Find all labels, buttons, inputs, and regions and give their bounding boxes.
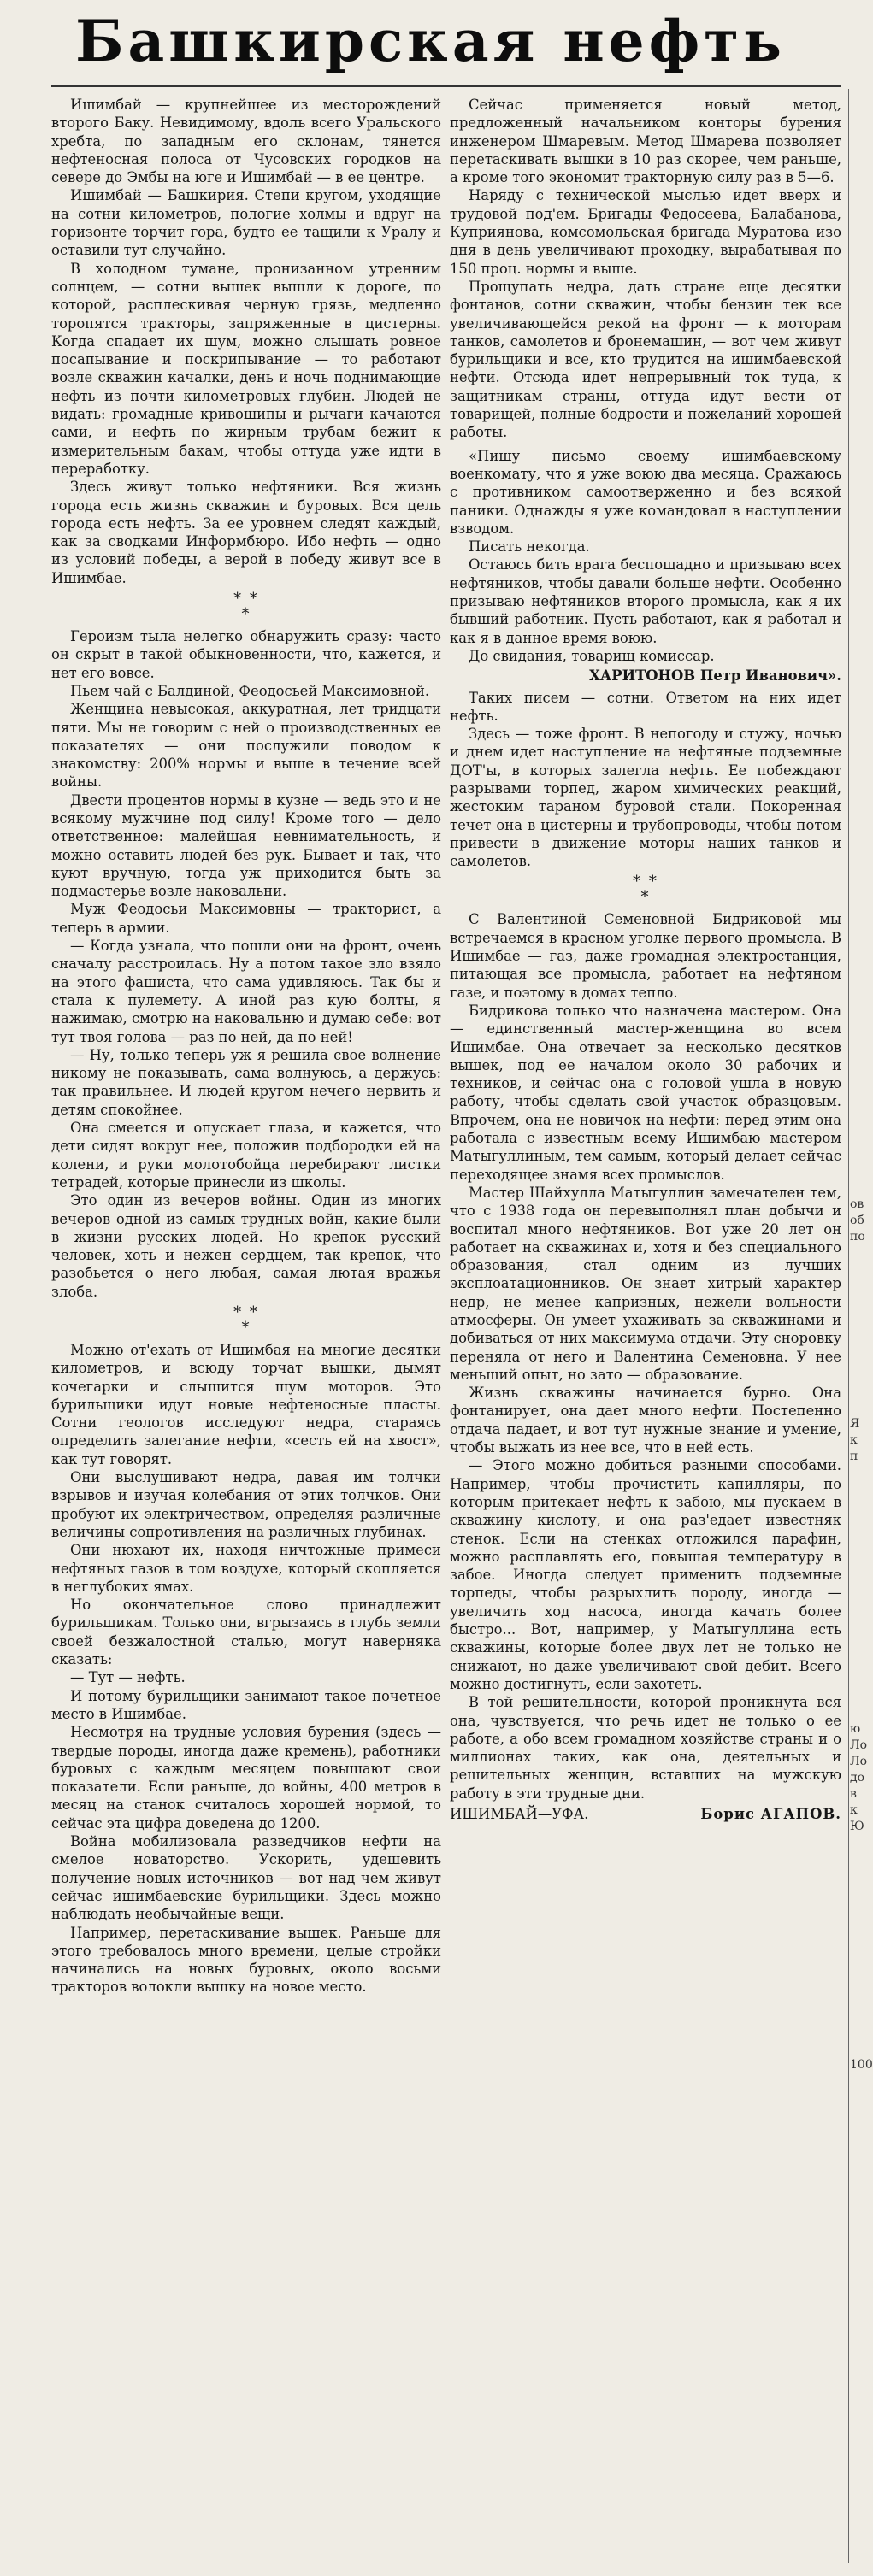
paragraph: Муж Феодосьи Максимовны — тракторист, а теперь в армии. bbox=[51, 901, 441, 936]
paragraph: Ишимбай — крупнейшее из месторождений второго Баку. Невидимому, вдоль всего Уральского хребта, по западным его склонам, тянется нефтеносная полоса от Чусовских городков на севере до Эмбы на юге и Ишимбай — в ее центре. bbox=[51, 97, 441, 186]
paragraph: Женщина невысокая, аккуратная, лет тридцати пяти. Мы не говорим с ней о производственных ее показателях — они послужили поводом к знакомству: 200% нормы и выше в течение всей войны. bbox=[51, 701, 441, 791]
paragraph: Она смеется и опускает глаза, и кажется, что дети сидят вокруг нее, положив подбородки ей на колени, и руки молотобойца перебирают листки тетрадей, которые принесли из школы. bbox=[51, 1120, 441, 1191]
paragraph: Таких писем — сотни. Ответом на них идет нефть. bbox=[450, 689, 841, 724]
section-separator: * * * bbox=[233, 1303, 259, 1337]
paragraph: Прощупать недра, дать стране еще десятки фонтанов, сотни скважин, чтобы бензин тек все увеличивающейся рекой на фронт — к моторам танков, самолетов и бронемашин, — вот чем живут бурильщики и все, кто трудится на ишимбаевской нефти. Отсюда идет непрерывный ток туда, к защитникам страны, оттуда идут вести от товарищей, полные бодрости и пожеланий хорошей работы. bbox=[450, 278, 841, 441]
paragraph: — Этого можно добиться разными способами. Например, чтобы прочистить капилляры, по которым притекает нефть к забою, мы пускаем в скважину кислоту, и она раз'едает известняк стенок. Если на стенках отложился парафин, можно расплавлять его, повышая температуру в забое. Иногда следует применить подземные торпеды, чтобы разрыхлить породу, иногда — увеличить ход насоса, иногда качать более быстро... Вот, например, у Матыгуллина есть скважины, которые более двух лет не только не снижают, но даже увеличивают свой дебит. Всего можно достигнуть, если захотеть. bbox=[450, 1457, 841, 1692]
adjacent-column-fragment bbox=[850, 1197, 873, 2564]
paragraph: Наряду с технической мыслью идет вверх и трудовой под'ем. Бригады Федосеева, Балабанова, Куприянова, комсомольская бригада Муратова изо дня в день увеличивают проходку, вырабатывая по 150 проц. нормы и выше. bbox=[450, 187, 841, 277]
byline bbox=[450, 1805, 841, 1823]
title-rule bbox=[51, 85, 841, 87]
paragraph: В той решительности, которой проникнута вся она, чувствуется, что речь идет не только о ее работе, а обо всем громадном хозяйстве страны и о миллионах таких, как она, деятельных и решительных женщин, вставших на мужскую работу в эти трудные дни. bbox=[450, 1694, 841, 1802]
paragraph: Здесь живут только нефтяники. Вся жизнь города есть жизнь скважин и буровых. Вся цель города есть нефть. За ее уровнем следят каждый, как за сводками Информбюро. Ибо нефть — одно из условий победы, а верой в победу живут все в Ишимбае. bbox=[51, 479, 441, 586]
dateline: ИШИМБАЙ—УФА. bbox=[450, 1806, 589, 1823]
fragment-text: ю bbox=[850, 1722, 861, 1736]
paragraph: Героизм тыла нелегко обнаружить сразу: часто он скрыт в такой обыкновенности, что, кажется, и нет его вовсе. bbox=[51, 628, 441, 681]
paragraph: Сейчас применяется новый метод, предложенный начальником конторы бурения инженером Шмаревым. Метод Шмарева позволяет перетаскивать вышки в 10 раз скорее, чем раньше, а кроме того экономит тракторную силу раз в 5—6. bbox=[450, 97, 841, 186]
fragment-text: Я bbox=[850, 1417, 860, 1431]
paragraph: Здесь — тоже фронт. В непогоду и стужу, ночью и днем идет наступление на нефтяные подземные ДОТ'ы, в которых залегла нефть. Ее побеждают разрывами торпед, жаром химических реакций, жестоким тараном буровой стали. Покоренная течет она в цистерны и трубопроводы, чтобы потом привести в движение моторы наших танков и самолетов. bbox=[450, 726, 841, 870]
fragment-text: об bbox=[850, 1214, 864, 1227]
fragment-text: 100 bbox=[850, 2058, 873, 2072]
fragment-text: в bbox=[850, 1787, 857, 1801]
paragraph: — Тут — нефть. bbox=[70, 1669, 186, 1686]
paragraph: Это один из вечеров войны. Один из многих вечеров одной из самых трудных войн, какие были в жизни русских людей. Но крепок русский человек, хоть и нежен сердцем, так крепок, что разобьется о него любая, самая лютая вражья злоба. bbox=[51, 1192, 441, 1300]
letter-paragraph: «Пишу письмо своему ишимбаевскому военкомату, что я уже воюю два месяца. Сражаюсь с противником самоотверженно и без всякой паники. Однажды я уже командовал в наступлении взводом. bbox=[450, 447, 841, 537]
paragraph: Бидрикова только что назначена мастером. Она — единственный мастер-женщина во всем Ишимбае. Она отвечает за несколько десятков вышек, под ее началом около 30 рабочих и техников, и сейчас она с головой ушла в новую работу, чтобы сделать свой участок образцовым. Впрочем, она не новичок на нефти: перед этим она работала с известным всему Ишимбаю мастером Матыгуллиным, тем самым, который делает сейчас переходящее знамя всех промыслов. bbox=[450, 1002, 841, 1183]
fragment-text: к bbox=[850, 1803, 858, 1817]
right-column-edge bbox=[848, 89, 849, 2563]
paragraph: — Ну, только теперь уж я решила свое волнение никому не показывать, сама волнуюсь, а держусь: так правильнее. И людей кругом нечего нервить и детям спокойнее. bbox=[51, 1046, 441, 1118]
letter-signature-name: ХАРИТОНОВ Петр Иванович». bbox=[589, 668, 841, 685]
letter-paragraph: До свидания, товарищ комиссар. bbox=[469, 647, 715, 664]
section-separator: * * * bbox=[633, 873, 658, 907]
letter-signature bbox=[450, 667, 841, 685]
paragraph: Например, перетаскивание вышек. Раньше для этого требовалось много времени, целые стройки начинались на новых буровых, около восьми тракторов волокли вышку на новое место. bbox=[51, 1924, 441, 1996]
section-separator: * * * bbox=[233, 590, 259, 624]
fragment-text: Ю bbox=[850, 1820, 864, 1833]
fragment-text: к bbox=[850, 1433, 858, 1447]
paragraph: Можно от'ехать от Ишимбая на многие десятки километров, и всюду торчат вышки, дымят кочегарки и слышится шум моторов. Это бурильщики идут новые нефтеносные пласты. Сотни геологов исследуют недра, стараясь определить залегание нефти, «сесть ей на хвост», как тут говорят. bbox=[51, 1342, 441, 1467]
paragraph: С Валентиной Семеновной Бидриковой мы встречаемся в красном уголке первого промысла. В Ишимбае — газ, даже громадная электростанция, питающая все промысла, работает на нефтяном газе, и поэтому в домах тепло. bbox=[450, 911, 841, 1001]
paragraph: Война мобилизовала разведчиков нефти на смелое новаторство. Ускорить, удешевить получение новых источников — вот над чем живут сейчас ишимбаевские бурильщики. Здесь можно наблюдать необычайные вещи. bbox=[51, 1833, 441, 1923]
fragment-text: Ло bbox=[850, 1738, 868, 1752]
fragment-text: до bbox=[850, 1771, 865, 1785]
paragraph: Пьем чай с Балдиной, Феодосьей Максимовной. bbox=[70, 682, 430, 699]
fragment-text: Ло bbox=[850, 1755, 868, 1768]
paragraph: Мастер Шайхулла Матыгуллин замечателен тем, что с 1938 года он перевыполнял план добычи и воспитал много нефтяников. Вот уже 20 лет он работает на скважинах и, хотя и без специального образования, стал одним из лучших эксплоатационников. Он знает хитрый характер недр, не менее капризных, нежели вольности атмосферы. Он умеет ухаживать за скважинами и добиваться от них максимума отдачи. Эту сноровку переняла от него и Валентина Семеновна. У нее меньший опыт, но зато — образование. bbox=[450, 1184, 841, 1383]
letter-paragraph: Остаюсь бить врага беспощадно и призываю всех нефтяников, чтобы давали больше нефти. Особенно призываю нефтяников второго промысла, как я их бывший работник. Пусть работают, как я работал и как я в данное время воюю. bbox=[450, 556, 841, 646]
fragment-text: по bbox=[850, 1230, 865, 1244]
paragraph: Двести процентов нормы в кузне — ведь это и не всякому мужчине под силу! Кроме того — дело ответственное: малейшая невнимательность, и можно оставить людей без рук. Бывает и так, что куют вручную, тогда уж приходится быть за подмастерье возле наковальни. bbox=[51, 791, 441, 900]
paragraph: Они выслушивают недра, давая им толчки взрывов и изучая колебания от этих толчков. Они пробуют их электричеством, определяя различные величины сопротивления на различных глубинах. bbox=[51, 1469, 441, 1540]
page-title: Башкирская нефть bbox=[75, 8, 786, 74]
article-column-right bbox=[450, 96, 841, 2557]
paragraph: Ишимбай — Башкирия. Степи кругом, уходящие на сотни километров, пологие холмы и вдруг на горизонте торчит гора, будто ее тащили к Уралу и оставили тут случайно. bbox=[51, 187, 441, 259]
paragraph: В холодном тумане, пронизанном утренним солнцем, — сотни вышек вышли к дороге, по которой, расплескивая черную грязь, медленно торопятся тракторы, запряженные в цистерны. Когда спадает их шум, можно слышать ровное посапывание и поскрипывание — то работают возле скважин качалки, день и ночь поднимающие нефть из почти километровых глубин. Людей не видать: громадные кривошипы и рычаги качаются сами, и нефть по жирным трубам бежит к измерительным бакам, чтобы оттуда уже идти в переработку. bbox=[51, 260, 441, 477]
article-column-left bbox=[51, 96, 441, 2557]
paragraph: Но окончательное слово принадлежит бурильщикам. Только они, вгрызаясь в глубь земли своей безжалостной сталью, могут наверняка сказать: bbox=[51, 1597, 441, 1668]
author-name: Борис АГАПОВ. bbox=[700, 1806, 841, 1823]
fragment-text: ов bbox=[850, 1197, 864, 1211]
paragraph: Жизнь скважины начинается бурно. Она фонтанирует, она дает много нефти. Постепенно отдача падает, и вот тут нужные знание и умение, чтобы выжать из нее все, что в ней есть. bbox=[450, 1385, 841, 1456]
paragraph: И потому бурильщики занимают такое почетное место в Ишимбае. bbox=[51, 1687, 441, 1722]
paragraph: Они нюхают их, находя ничтожные примеси нефтяных газов в том воздухе, который скопляется в неглубоких ямах. bbox=[51, 1542, 441, 1595]
letter-paragraph: Писать некогда. bbox=[469, 538, 590, 556]
fragment-text: п bbox=[850, 1450, 858, 1463]
paragraph: — Когда узнала, что пошли они на фронт, очень сначалу расстроилась. Ну а потом такое зло взяло на этого фашиста, что сама удивляюсь. Так бы и стала к пулемету. А иной раз кую болты, я нажимаю, смотрю на наковальню и думаю себе: вот тут твоя голова — раз по ней, да по ней! bbox=[51, 938, 441, 1045]
paragraph: Несмотря на трудные условия бурения (здесь — твердые породы, иногда даже кремень), работники буровых с каждым месяцем повышают свои показатели. Если раньше, до войны, 400 метров в месяц на станок считалось хорошей нормой, то сейчас эта цифра доведена до 1200. bbox=[51, 1724, 441, 1832]
